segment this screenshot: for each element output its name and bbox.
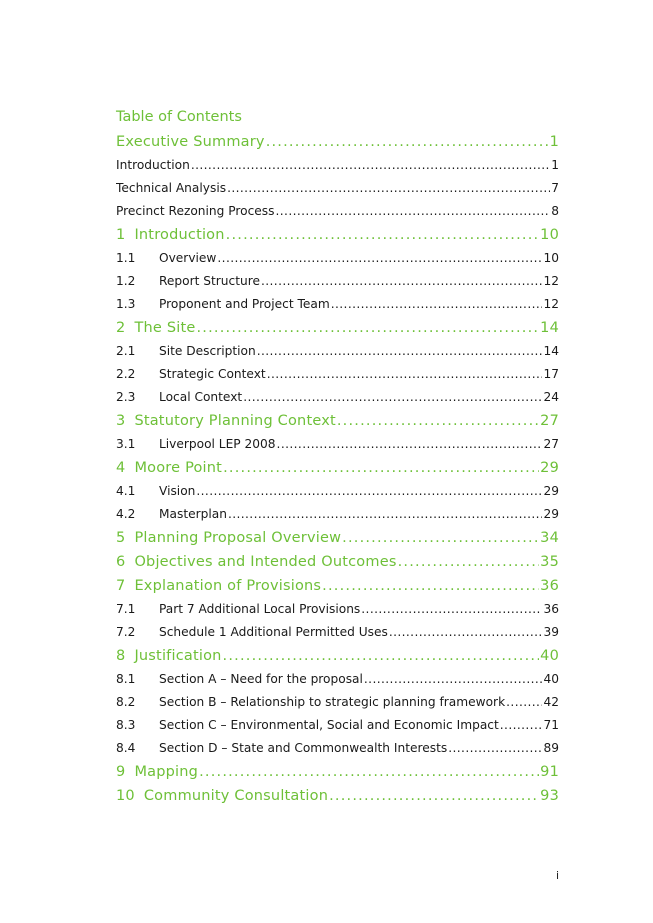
dot-leader bbox=[448, 737, 542, 760]
toc-entry-page: 36 bbox=[540, 578, 559, 594]
toc-title: Table of Contents bbox=[116, 109, 242, 125]
toc-entry-title: Mapping bbox=[134, 764, 199, 780]
toc-entry-title: Section A – Need for the proposal bbox=[159, 672, 363, 686]
toc-entry-title: Introduction bbox=[134, 227, 225, 243]
dot-leader bbox=[398, 550, 540, 574]
dot-leader bbox=[506, 691, 542, 714]
toc-entry-page: 71 bbox=[543, 718, 559, 732]
toc-entry-heading[interactable] bbox=[116, 409, 559, 433]
toc-entry-page: 12 bbox=[543, 274, 559, 288]
toc-entry-title: Proponent and Project Team bbox=[159, 297, 330, 311]
toc-entry-title: Planning Proposal Overview bbox=[134, 530, 342, 546]
toc-entry-number: 3 bbox=[116, 413, 126, 429]
dot-leader bbox=[267, 363, 543, 386]
dot-leader bbox=[261, 270, 543, 293]
toc-entry-page: 40 bbox=[540, 648, 559, 664]
dot-leader bbox=[196, 480, 542, 503]
toc-entry-number: 1.3 bbox=[116, 297, 136, 311]
toc-entry-heading[interactable] bbox=[116, 316, 559, 340]
toc-entry-number: 8.1 bbox=[116, 672, 136, 686]
toc-entry-subheading[interactable] bbox=[116, 247, 559, 270]
toc-entry-subheading[interactable] bbox=[116, 386, 559, 409]
toc-entry-number: 8.2 bbox=[116, 695, 136, 709]
toc-entry-title: Strategic Context bbox=[159, 367, 266, 381]
dot-leader bbox=[223, 456, 539, 480]
toc-entry-page: 39 bbox=[543, 625, 559, 639]
toc-entry-page: 93 bbox=[540, 788, 559, 804]
toc-entry-page: 17 bbox=[543, 367, 559, 381]
toc-entry-subheading[interactable] bbox=[116, 480, 559, 503]
toc-entry-number: 7.1 bbox=[116, 602, 136, 616]
toc-entry-heading[interactable] bbox=[116, 526, 559, 550]
toc-entry-title: The Site bbox=[134, 320, 196, 336]
toc-entry-title: Moore Point bbox=[134, 460, 223, 476]
toc-entry-page: 34 bbox=[540, 530, 559, 546]
toc-entry-subheading[interactable] bbox=[116, 691, 559, 714]
toc-entry-title: Report Structure bbox=[159, 274, 260, 288]
toc-entry-heading[interactable] bbox=[116, 644, 559, 668]
toc-entry-subheading[interactable] bbox=[116, 340, 559, 363]
dot-leader bbox=[322, 574, 539, 598]
dot-leader bbox=[331, 293, 543, 316]
toc-entry-page: 40 bbox=[543, 672, 559, 686]
toc-entry-number: 4 bbox=[116, 460, 126, 476]
toc-entry-number: 8 bbox=[116, 648, 126, 664]
page-number: i bbox=[556, 869, 560, 882]
toc-entry-title: Executive Summary bbox=[116, 134, 265, 150]
toc-entry-subheading[interactable] bbox=[116, 293, 559, 316]
toc-entry-heading[interactable] bbox=[116, 784, 559, 808]
dot-leader bbox=[257, 340, 543, 363]
toc-entry-subheading[interactable] bbox=[116, 270, 559, 293]
toc-entry-number: 1.2 bbox=[116, 274, 136, 288]
toc-entry-number: 2 bbox=[116, 320, 126, 336]
dot-leader bbox=[277, 433, 543, 456]
toc-entry-number: 5 bbox=[116, 530, 126, 546]
dot-leader bbox=[217, 247, 542, 270]
toc-entry-title: Objectives and Intended Outcomes bbox=[134, 554, 397, 570]
toc-entry-title: Justification bbox=[134, 648, 222, 664]
toc-entry-title: Community Consultation bbox=[143, 788, 329, 804]
toc-entry-title: Site Description bbox=[159, 344, 256, 358]
toc-entry-title: Statutory Planning Context bbox=[134, 413, 336, 429]
toc-entry-page: 29 bbox=[543, 507, 559, 521]
toc-entry-subheading[interactable] bbox=[116, 154, 559, 177]
toc-entry-number: 1 bbox=[116, 227, 126, 243]
toc-entry-heading[interactable] bbox=[116, 760, 559, 784]
dot-leader bbox=[243, 386, 542, 409]
toc-entry-page: 1 bbox=[551, 158, 559, 172]
toc-entry-page: 35 bbox=[540, 554, 559, 570]
dot-leader bbox=[337, 409, 539, 433]
toc-entry-number: 2.3 bbox=[116, 390, 136, 404]
toc-entry-title: Vision bbox=[159, 484, 196, 498]
toc-entry-subheading[interactable] bbox=[116, 200, 559, 223]
toc-entry-number: 10 bbox=[116, 788, 135, 804]
toc-entry-number: 6 bbox=[116, 554, 126, 570]
dot-leader bbox=[266, 130, 549, 154]
toc-entry-page: 7 bbox=[551, 181, 559, 195]
toc-entry-number: 7 bbox=[116, 578, 126, 594]
dot-leader bbox=[191, 154, 550, 177]
toc-entry-subheading[interactable] bbox=[116, 714, 559, 737]
toc-entry-number: 8.4 bbox=[116, 741, 136, 755]
toc-entry-page: 12 bbox=[543, 297, 559, 311]
toc-entry-subheading[interactable] bbox=[116, 668, 559, 691]
toc-entries bbox=[116, 130, 559, 808]
toc-entry-title: Liverpool LEP 2008 bbox=[159, 437, 276, 451]
toc-entry-subheading[interactable] bbox=[116, 503, 559, 526]
toc-entry-number: 2.1 bbox=[116, 344, 136, 358]
toc-entry-number: 4.2 bbox=[116, 507, 136, 521]
toc-entry-number: 2.2 bbox=[116, 367, 136, 381]
toc-entry-page: 29 bbox=[540, 460, 559, 476]
toc-entry-title: Technical Analysis bbox=[116, 181, 227, 195]
toc-entry-page: 89 bbox=[543, 741, 559, 755]
dot-leader bbox=[342, 526, 539, 550]
toc-entry-page: 24 bbox=[543, 390, 559, 404]
toc-entry-title: Schedule 1 Additional Permitted Uses bbox=[159, 625, 388, 639]
toc-entry-heading[interactable] bbox=[116, 130, 559, 154]
dot-leader bbox=[389, 621, 543, 644]
toc-entry-title: Section B – Relationship to strategic planning framework bbox=[159, 695, 506, 709]
toc-entry-number: 3.1 bbox=[116, 437, 136, 451]
toc-entry-page: 8 bbox=[551, 204, 559, 218]
dot-leader bbox=[361, 598, 542, 621]
dot-leader bbox=[364, 668, 543, 691]
toc-entry-title: Section D – State and Commonwealth Interests bbox=[159, 741, 448, 755]
dot-leader bbox=[329, 784, 539, 808]
dot-leader bbox=[226, 223, 539, 247]
toc-entry-number: 8.3 bbox=[116, 718, 136, 732]
toc-entry-heading[interactable] bbox=[116, 550, 559, 574]
toc-entry-heading[interactable] bbox=[116, 223, 559, 247]
toc-entry-title: Local Context bbox=[159, 390, 243, 404]
toc-entry-subheading[interactable] bbox=[116, 433, 559, 456]
toc-entry-page: 14 bbox=[543, 344, 559, 358]
toc-entry-subheading[interactable] bbox=[116, 177, 559, 200]
toc-entry-page: 27 bbox=[540, 413, 559, 429]
toc-entry-heading[interactable] bbox=[116, 456, 559, 480]
toc-entry-page: 91 bbox=[540, 764, 559, 780]
dot-leader bbox=[228, 503, 543, 526]
dot-leader bbox=[500, 714, 543, 737]
toc-entry-subheading[interactable] bbox=[116, 363, 559, 386]
toc-entry-number: 1.1 bbox=[116, 251, 136, 265]
toc-entry-subheading[interactable] bbox=[116, 598, 559, 621]
dot-leader bbox=[223, 644, 540, 668]
toc-entry-page: 10 bbox=[543, 251, 559, 265]
toc-entry-page: 14 bbox=[540, 320, 559, 336]
toc-entry-subheading[interactable] bbox=[116, 737, 559, 760]
toc-entry-page: 36 bbox=[543, 602, 559, 616]
toc-entry-title: Masterplan bbox=[159, 507, 227, 521]
dot-leader bbox=[199, 760, 539, 784]
toc-entry-title: Overview bbox=[159, 251, 217, 265]
dot-leader bbox=[227, 177, 550, 200]
toc-entry-number: 9 bbox=[116, 764, 126, 780]
toc-entry-title: Precinct Rezoning Process bbox=[116, 204, 275, 218]
toc-entry-title: Part 7 Additional Local Provisions bbox=[159, 602, 361, 616]
dot-leader bbox=[276, 200, 551, 223]
toc-entry-title: Introduction bbox=[116, 158, 190, 172]
toc-entry-page: 1 bbox=[549, 134, 559, 150]
toc-entry-number: 7.2 bbox=[116, 625, 136, 639]
toc-entry-title: Section C – Environmental, Social and Economic Impact bbox=[159, 718, 499, 732]
toc-entry-page: 10 bbox=[540, 227, 559, 243]
toc-entry-number: 4.1 bbox=[116, 484, 136, 498]
toc-entry-page: 29 bbox=[543, 484, 559, 498]
toc-entry-heading[interactable] bbox=[116, 574, 559, 598]
table-of-contents bbox=[116, 104, 559, 808]
toc-entry-page: 42 bbox=[543, 695, 559, 709]
toc-entry-title: Explanation of Provisions bbox=[134, 578, 322, 594]
toc-entry-subheading[interactable] bbox=[116, 621, 559, 644]
dot-leader bbox=[196, 316, 539, 340]
toc-entry-page: 27 bbox=[543, 437, 559, 451]
